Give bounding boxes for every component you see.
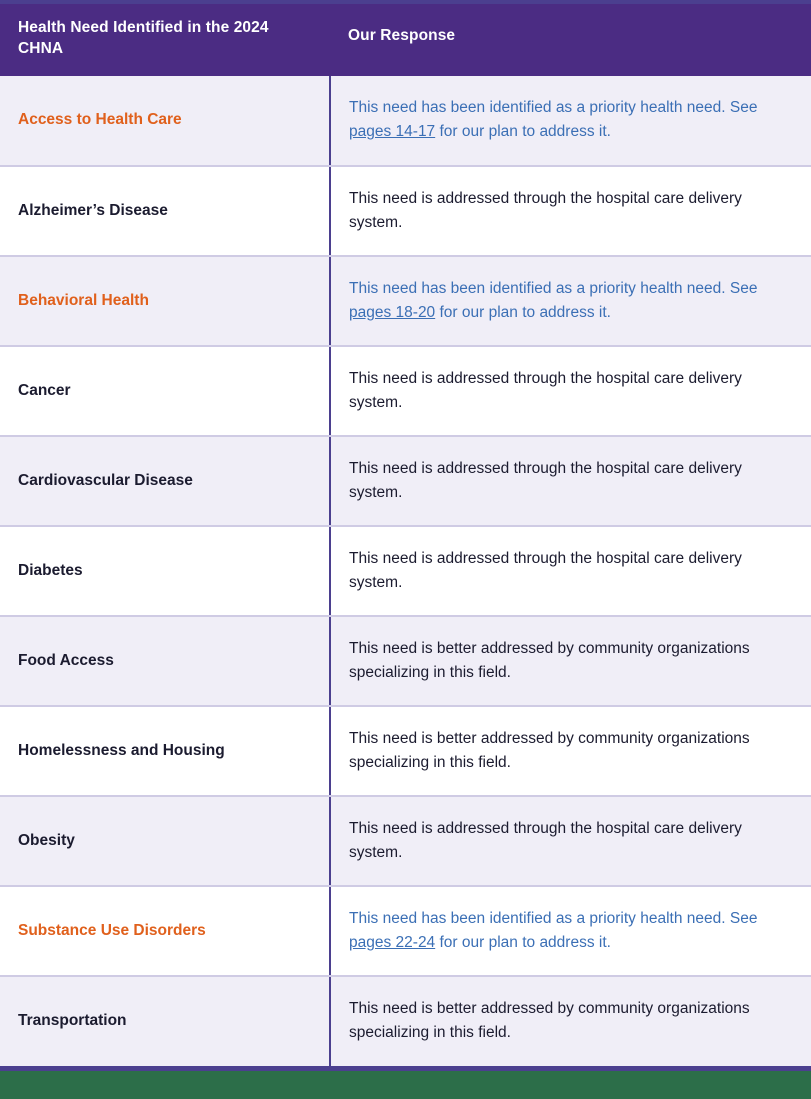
health-need-cell: Food Access: [0, 616, 330, 706]
response-text-before: This need is addressed through the hospital care delivery system.: [349, 189, 742, 231]
health-need-cell: Behavioral Health: [0, 256, 330, 346]
our-response-cell: [330, 436, 811, 526]
our-response-cell: [330, 706, 811, 796]
health-need-cell: Access to Health Care: [0, 76, 330, 166]
response-text-before: This need is addressed through the hospital care delivery system.: [349, 459, 742, 501]
our-response-cell: [330, 76, 811, 166]
table-row: [0, 886, 811, 976]
table-row: [0, 526, 811, 616]
footer-band: [0, 1071, 811, 1099]
our-response-cell: [330, 346, 811, 436]
response-text-after: for our plan to address it.: [435, 123, 611, 141]
table-row: [0, 76, 811, 166]
response-text-before: This need has been identified as a priority health need. See: [349, 909, 758, 927]
table-row: [0, 616, 811, 706]
page-reference-link[interactable]: pages 22-24: [349, 933, 436, 951]
our-response-cell: [330, 166, 811, 256]
health-need-cell: Homelessness and Housing: [0, 706, 330, 796]
health-need-cell: Diabetes: [0, 526, 330, 616]
column-header-our-response: Our Response: [330, 4, 811, 76]
response-text-before: This need is better addressed by community organizations specializing in this field.: [349, 1000, 750, 1042]
our-response-cell: [330, 886, 811, 976]
table-body: [0, 76, 811, 1066]
health-need-cell: Cardiovascular Disease: [0, 436, 330, 526]
table-row: [0, 346, 811, 436]
health-need-cell: Cancer: [0, 346, 330, 436]
health-needs-table: [0, 4, 811, 1066]
page-reference-link[interactable]: pages 14-17: [349, 123, 436, 141]
health-need-cell: Alzheimer’s Disease: [0, 166, 330, 256]
table-row: [0, 976, 811, 1066]
table-row: [0, 796, 811, 886]
our-response-cell: [330, 616, 811, 706]
our-response-cell: [330, 976, 811, 1066]
our-response-cell: [330, 256, 811, 346]
response-text-before: This need is addressed through the hospital care delivery system.: [349, 369, 742, 411]
response-text-after: for our plan to address it.: [435, 933, 611, 951]
health-need-cell: Obesity: [0, 796, 330, 886]
response-text-after: for our plan to address it.: [435, 303, 611, 321]
response-text-before: This need is better addressed by community organizations specializing in this field.: [349, 729, 750, 771]
health-need-cell: Transportation: [0, 976, 330, 1066]
table-header-row: [0, 4, 811, 76]
table-row: [0, 436, 811, 526]
response-text-before: This need has been identified as a priority health need. See: [349, 99, 758, 117]
response-text-before: This need is addressed through the hospital care delivery system.: [349, 549, 742, 591]
response-text-before: This need is better addressed by community organizations specializing in this field.: [349, 639, 750, 681]
health-need-cell: Substance Use Disorders: [0, 886, 330, 976]
response-text-before: This need has been identified as a priority health need. See: [349, 279, 758, 297]
table-row: [0, 706, 811, 796]
response-text-before: This need is addressed through the hospital care delivery system.: [349, 819, 742, 861]
table-header: [0, 4, 811, 76]
column-header-health-need: Health Need Identified in the 2024 CHNA: [0, 4, 330, 76]
our-response-cell: [330, 526, 811, 616]
our-response-cell: [330, 796, 811, 886]
table-row: [0, 166, 811, 256]
table-row: [0, 256, 811, 346]
page-reference-link[interactable]: pages 18-20: [349, 303, 436, 321]
